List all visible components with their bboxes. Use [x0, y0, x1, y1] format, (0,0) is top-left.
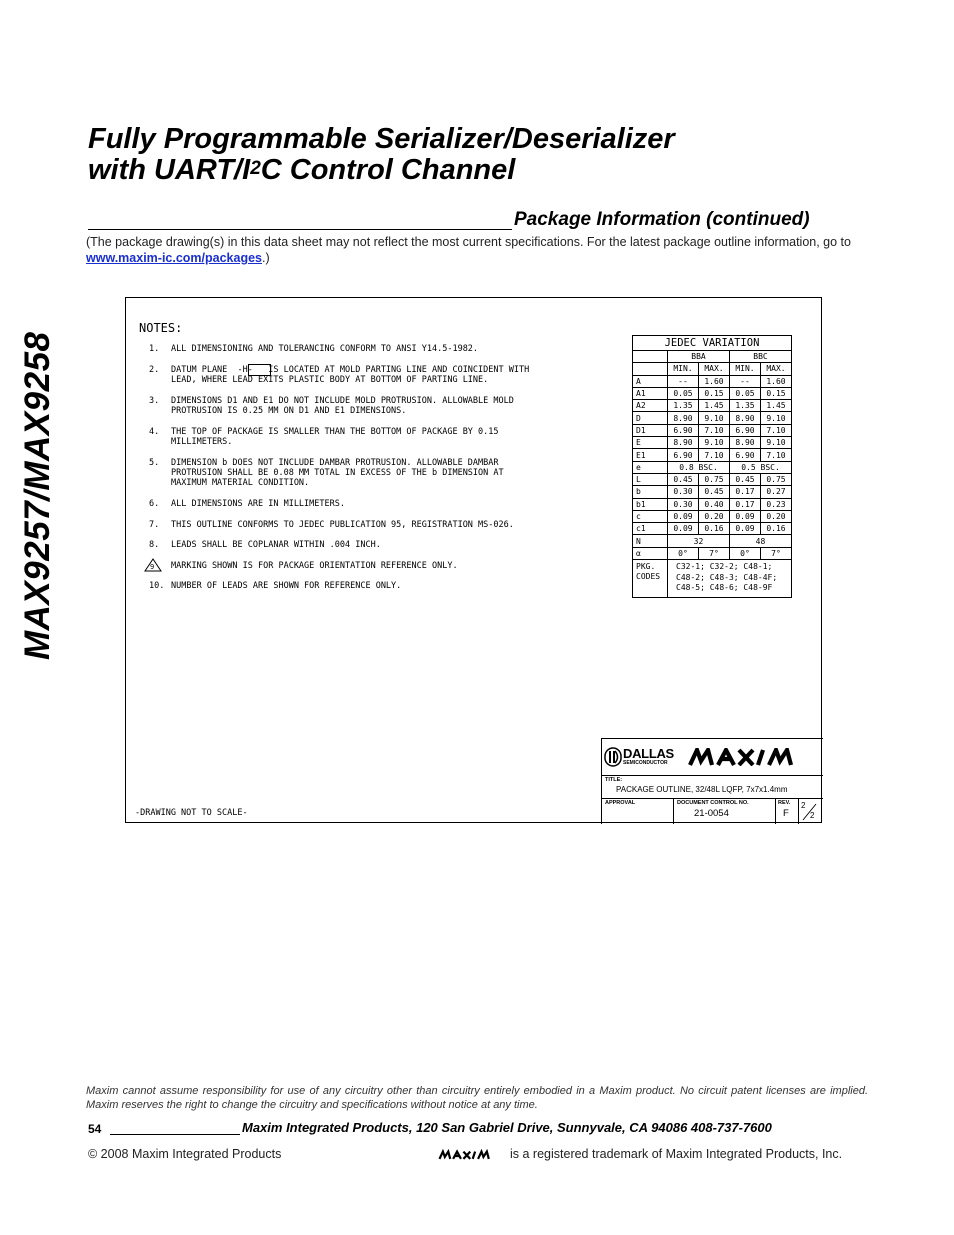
page-number: 54	[88, 1122, 102, 1136]
jedec-cell: 0.45	[730, 473, 761, 485]
jedec-cell: C32-1; C32-2; C48-1; C48-2; C48-3; C48-4F; C48-5; C48-6; C48-9F	[668, 560, 792, 598]
jedec-cell: c	[633, 510, 668, 522]
jedec-cell: E1	[633, 449, 668, 461]
jedec-cell: BBC	[730, 351, 792, 363]
jedec-variation-table	[632, 335, 792, 598]
title-block-logos	[602, 739, 823, 776]
packages-link[interactable]: www.maxim-ic.com/packages	[86, 251, 263, 265]
jedec-cell: D	[633, 412, 668, 424]
note-number: 4.	[149, 426, 160, 437]
jedec-cell: 0.5 BSC.	[730, 461, 792, 473]
jedec-cell: 0.05	[730, 387, 761, 399]
revision-label: REV.	[778, 800, 791, 806]
title-superscript: 2	[250, 158, 261, 179]
jedec-cell: 0.75	[699, 473, 730, 485]
jedec-cell: 6.90	[730, 449, 761, 461]
jedec-cell: 0.09	[668, 523, 699, 535]
jedec-cell: --	[668, 375, 699, 387]
note-number: 7.	[149, 519, 160, 530]
jedec-cell: 0.27	[761, 486, 792, 498]
jedec-cell: 0.23	[761, 498, 792, 510]
dallas-logo-icon	[604, 747, 622, 767]
revision-value: F	[783, 808, 789, 819]
jedec-row	[633, 363, 792, 375]
jedec-cell: MIN.	[668, 363, 699, 375]
jedec-cell: 7.10	[699, 449, 730, 461]
intro-end: .)	[262, 251, 270, 265]
jedec-cell: 0.09	[668, 510, 699, 522]
title-line-1: Fully Programmable Serializer/Deserializer	[88, 123, 675, 155]
jedec-cell: 6.90	[668, 424, 699, 436]
jedec-cell: --	[730, 375, 761, 387]
semiconductor-wordmark: SEMICONDUCTOR	[623, 760, 668, 766]
note-item	[139, 499, 529, 509]
jedec-cell: 1.45	[761, 400, 792, 412]
title-line-2-pre: with UART/I	[88, 154, 251, 186]
jedec-row	[633, 498, 792, 510]
jedec-cell: 8.90	[730, 412, 761, 424]
jedec-cell	[633, 351, 668, 363]
jedec-cell: BBA	[668, 351, 730, 363]
divider	[798, 799, 799, 824]
jedec-cell: 0.09	[730, 523, 761, 535]
note-number: 3.	[149, 395, 160, 406]
title-line-2-post: C Control Channel	[260, 154, 516, 186]
notes-list	[139, 344, 529, 602]
jedec-cell: A	[633, 375, 668, 387]
note-text: DIMENSION b DOES NOT INCLUDE DAMBAR PROTRUSION. ALLOWABLE DAMBAR PROTRUSION SHALL BE 0.08 MM TOTAL IN EXCESS OF THE b DIMENSION AT MAXIMUM MATERIAL CONDITION.	[171, 457, 504, 489]
jedec-cell: 7.10	[761, 449, 792, 461]
note-number: 8.	[149, 540, 160, 551]
note-item	[139, 458, 529, 489]
jedec-cell: PKG. CODES	[633, 560, 668, 598]
jedec-cell: D1	[633, 424, 668, 436]
package-drawing	[125, 297, 822, 823]
jedec-row	[633, 560, 792, 598]
jedec-cell: 0.20	[761, 510, 792, 522]
sheet-number: 2	[801, 801, 806, 810]
jedec-cell: MAX.	[699, 363, 730, 375]
jedec-cell: A2	[633, 400, 668, 412]
scale-note: -DRAWING NOT TO SCALE-	[135, 808, 248, 818]
note-item	[139, 344, 529, 354]
jedec-row	[633, 535, 792, 547]
jedec-cell: A1	[633, 387, 668, 399]
jedec-cell: 32	[668, 535, 730, 547]
jedec-row	[633, 336, 792, 351]
copyright: © 2008 Maxim Integrated Products	[88, 1147, 282, 1161]
company-address: Maxim Integrated Products, 120 San Gabriel Drive, Sunnyvale, CA 94086 408-737-7600	[242, 1120, 772, 1135]
side-title: MAX9257/MAX9258	[18, 331, 57, 660]
jedec-row	[633, 523, 792, 535]
jedec-cell: α	[633, 547, 668, 559]
divider	[673, 799, 674, 824]
jedec-cell: b1	[633, 498, 668, 510]
jedec-cell: 0.05	[668, 387, 699, 399]
jedec-row	[633, 449, 792, 461]
note-number: 2.	[149, 364, 160, 375]
jedec-cell: 0.09	[730, 510, 761, 522]
document-control-number: 21-0054	[694, 808, 729, 819]
sheet-total: 2	[810, 811, 815, 820]
jedec-row	[633, 351, 792, 363]
note-item	[139, 520, 529, 530]
jedec-cell: 8.90	[668, 412, 699, 424]
jedec-cell: 0°	[668, 547, 699, 559]
jedec-cell: 9.10	[761, 412, 792, 424]
jedec-row	[633, 486, 792, 498]
jedec-cell: c1	[633, 523, 668, 535]
intro-body: (The package drawing(s) in this data sheet may not reflect the most current specifications. For the latest package outline information, go to	[86, 235, 851, 249]
jedec-cell: MAX.	[761, 363, 792, 375]
title-block-control-row	[602, 799, 823, 824]
jedec-cell: 1.60	[699, 375, 730, 387]
jedec-cell	[633, 363, 668, 375]
jedec-cell: 1.60	[761, 375, 792, 387]
jedec-cell: e	[633, 461, 668, 473]
note-number: 10.	[149, 581, 165, 592]
footer-rule	[110, 1134, 240, 1135]
note-text: ALL DIMENSIONING AND TOLERANCING CONFORM TO ANSI Y14.5-1982.	[171, 344, 479, 354]
title-block	[601, 738, 823, 824]
note-text: DATUM PLANE -H- IS LOCATED AT MOLD PARTING LINE AND COINCIDENT WITH LEAD, WHERE LEAD EXITS PLASTIC BODY AT BOTTOM OF PARTING LINE.	[171, 364, 530, 385]
jedec-cell: 0.16	[761, 523, 792, 535]
jedec-cell: 1.45	[699, 400, 730, 412]
dallas-wordmark: DALLAS	[623, 746, 674, 761]
title-block-title-row	[602, 776, 823, 799]
jedec-row	[633, 375, 792, 387]
jedec-cell: b	[633, 486, 668, 498]
jedec-cell: L	[633, 473, 668, 485]
jedec-row	[633, 424, 792, 436]
jedec-cell: 0.45	[668, 473, 699, 485]
jedec-cell: 0.20	[699, 510, 730, 522]
jedec-cell: MIN.	[730, 363, 761, 375]
jedec-row	[633, 387, 792, 399]
jedec-cell: 7.10	[699, 424, 730, 436]
jedec-cell: 9.10	[761, 437, 792, 449]
maxim-logo-icon	[687, 748, 818, 766]
intro-text	[86, 234, 876, 266]
jedec-row	[633, 400, 792, 412]
title-label: TITLE:	[605, 777, 623, 783]
section-heading: Package Information (continued)	[514, 209, 810, 230]
jedec-cell: 0°	[730, 547, 761, 559]
jedec-cell: 8.90	[668, 437, 699, 449]
note-text: ALL DIMENSIONS ARE IN MILLIMETERS.	[171, 499, 345, 509]
jedec-row	[633, 461, 792, 473]
note-item	[139, 396, 529, 417]
note-item	[139, 581, 529, 591]
jedec-cell: 7.10	[761, 424, 792, 436]
note-text: MARKING SHOWN IS FOR PACKAGE ORIENTATION REFERENCE ONLY.	[171, 560, 458, 571]
jedec-cell: 6.90	[668, 449, 699, 461]
section-rule	[88, 229, 512, 230]
note-number: 9	[150, 562, 155, 571]
note-text: THE TOP OF PACKAGE IS SMALLER THAN THE BOTTOM OF PACKAGE BY 0.15 MILLIMETERS.	[171, 426, 499, 447]
jedec-row	[633, 510, 792, 522]
jedec-cell: 48	[730, 535, 792, 547]
page-title	[88, 124, 675, 186]
jedec-cell: JEDEC VARIATION	[633, 336, 792, 351]
datum-box-icon	[248, 364, 271, 376]
warning-triangle-icon	[144, 558, 162, 572]
jedec-row	[633, 412, 792, 424]
note-text: DIMENSIONS D1 AND E1 DO NOT INCLUDE MOLD PROTRUSION. ALLOWABLE MOLD PROTRUSION IS 0.25 MM ON D1 AND E1 DIMENSIONS.	[171, 395, 514, 416]
trademark-notice: is a registered trademark of Maxim Integrated Products, Inc.	[510, 1147, 843, 1161]
jedec-cell: 9.10	[699, 437, 730, 449]
note-number: 1.	[149, 344, 160, 354]
document-control-label: DOCUMENT CONTROL NO.	[677, 800, 749, 806]
jedec-row	[633, 437, 792, 449]
jedec-cell: 0.30	[668, 498, 699, 510]
jedec-cell: 0.17	[730, 486, 761, 498]
jedec-cell: N	[633, 535, 668, 547]
jedec-cell: 0.15	[699, 387, 730, 399]
note-text: NUMBER OF LEADS ARE SHOWN FOR REFERENCE ONLY.	[171, 581, 402, 592]
note-number: 6.	[149, 499, 160, 509]
jedec-cell: 1.35	[668, 400, 699, 412]
jedec-cell: 1.35	[730, 400, 761, 412]
jedec-cell: 0.8 BSC.	[668, 461, 730, 473]
note-item	[139, 427, 529, 448]
note-item	[139, 365, 529, 386]
note-text: THIS OUTLINE CONFORMS TO JEDEC PUBLICATION 95, REGISTRATION MS-026.	[171, 519, 514, 530]
jedec-row	[633, 547, 792, 559]
divider	[775, 799, 776, 824]
disclaimer: Maxim cannot assume responsibility for use of any circuitry other than circuitry entirely embodied in a Maxim product. No circuit patent licenses are implied. Maxim reserves the right to change the circuitry and specifications without notice at any time.	[86, 1085, 868, 1111]
notes-heading: NOTES:	[139, 321, 183, 335]
approval-label: APPROVAL	[605, 800, 636, 806]
maxim-trademark-logo-icon	[438, 1149, 502, 1161]
jedec-row	[633, 473, 792, 485]
note-text: LEADS SHALL BE COPLANAR WITHIN .004 INCH.	[171, 540, 381, 551]
jedec-cell: 0.30	[668, 486, 699, 498]
title-line-2	[88, 155, 675, 186]
jedec-cell: 0.45	[699, 486, 730, 498]
jedec-cell: 6.90	[730, 424, 761, 436]
jedec-cell: E	[633, 437, 668, 449]
jedec-cell: 0.17	[730, 498, 761, 510]
jedec-cell: 8.90	[730, 437, 761, 449]
jedec-cell: 7°	[699, 547, 730, 559]
jedec-cell: 0.40	[699, 498, 730, 510]
jedec-cell: 0.75	[761, 473, 792, 485]
jedec-cell: 0.16	[699, 523, 730, 535]
note-number: 5.	[149, 457, 160, 468]
jedec-cell: 9.10	[699, 412, 730, 424]
note-item	[139, 540, 529, 550]
note-item	[139, 561, 529, 571]
jedec-cell: 7°	[761, 547, 792, 559]
jedec-cell: 0.15	[761, 387, 792, 399]
package-title: PACKAGE OUTLINE, 32/48L LQFP, 7x7x1.4mm	[616, 785, 788, 794]
